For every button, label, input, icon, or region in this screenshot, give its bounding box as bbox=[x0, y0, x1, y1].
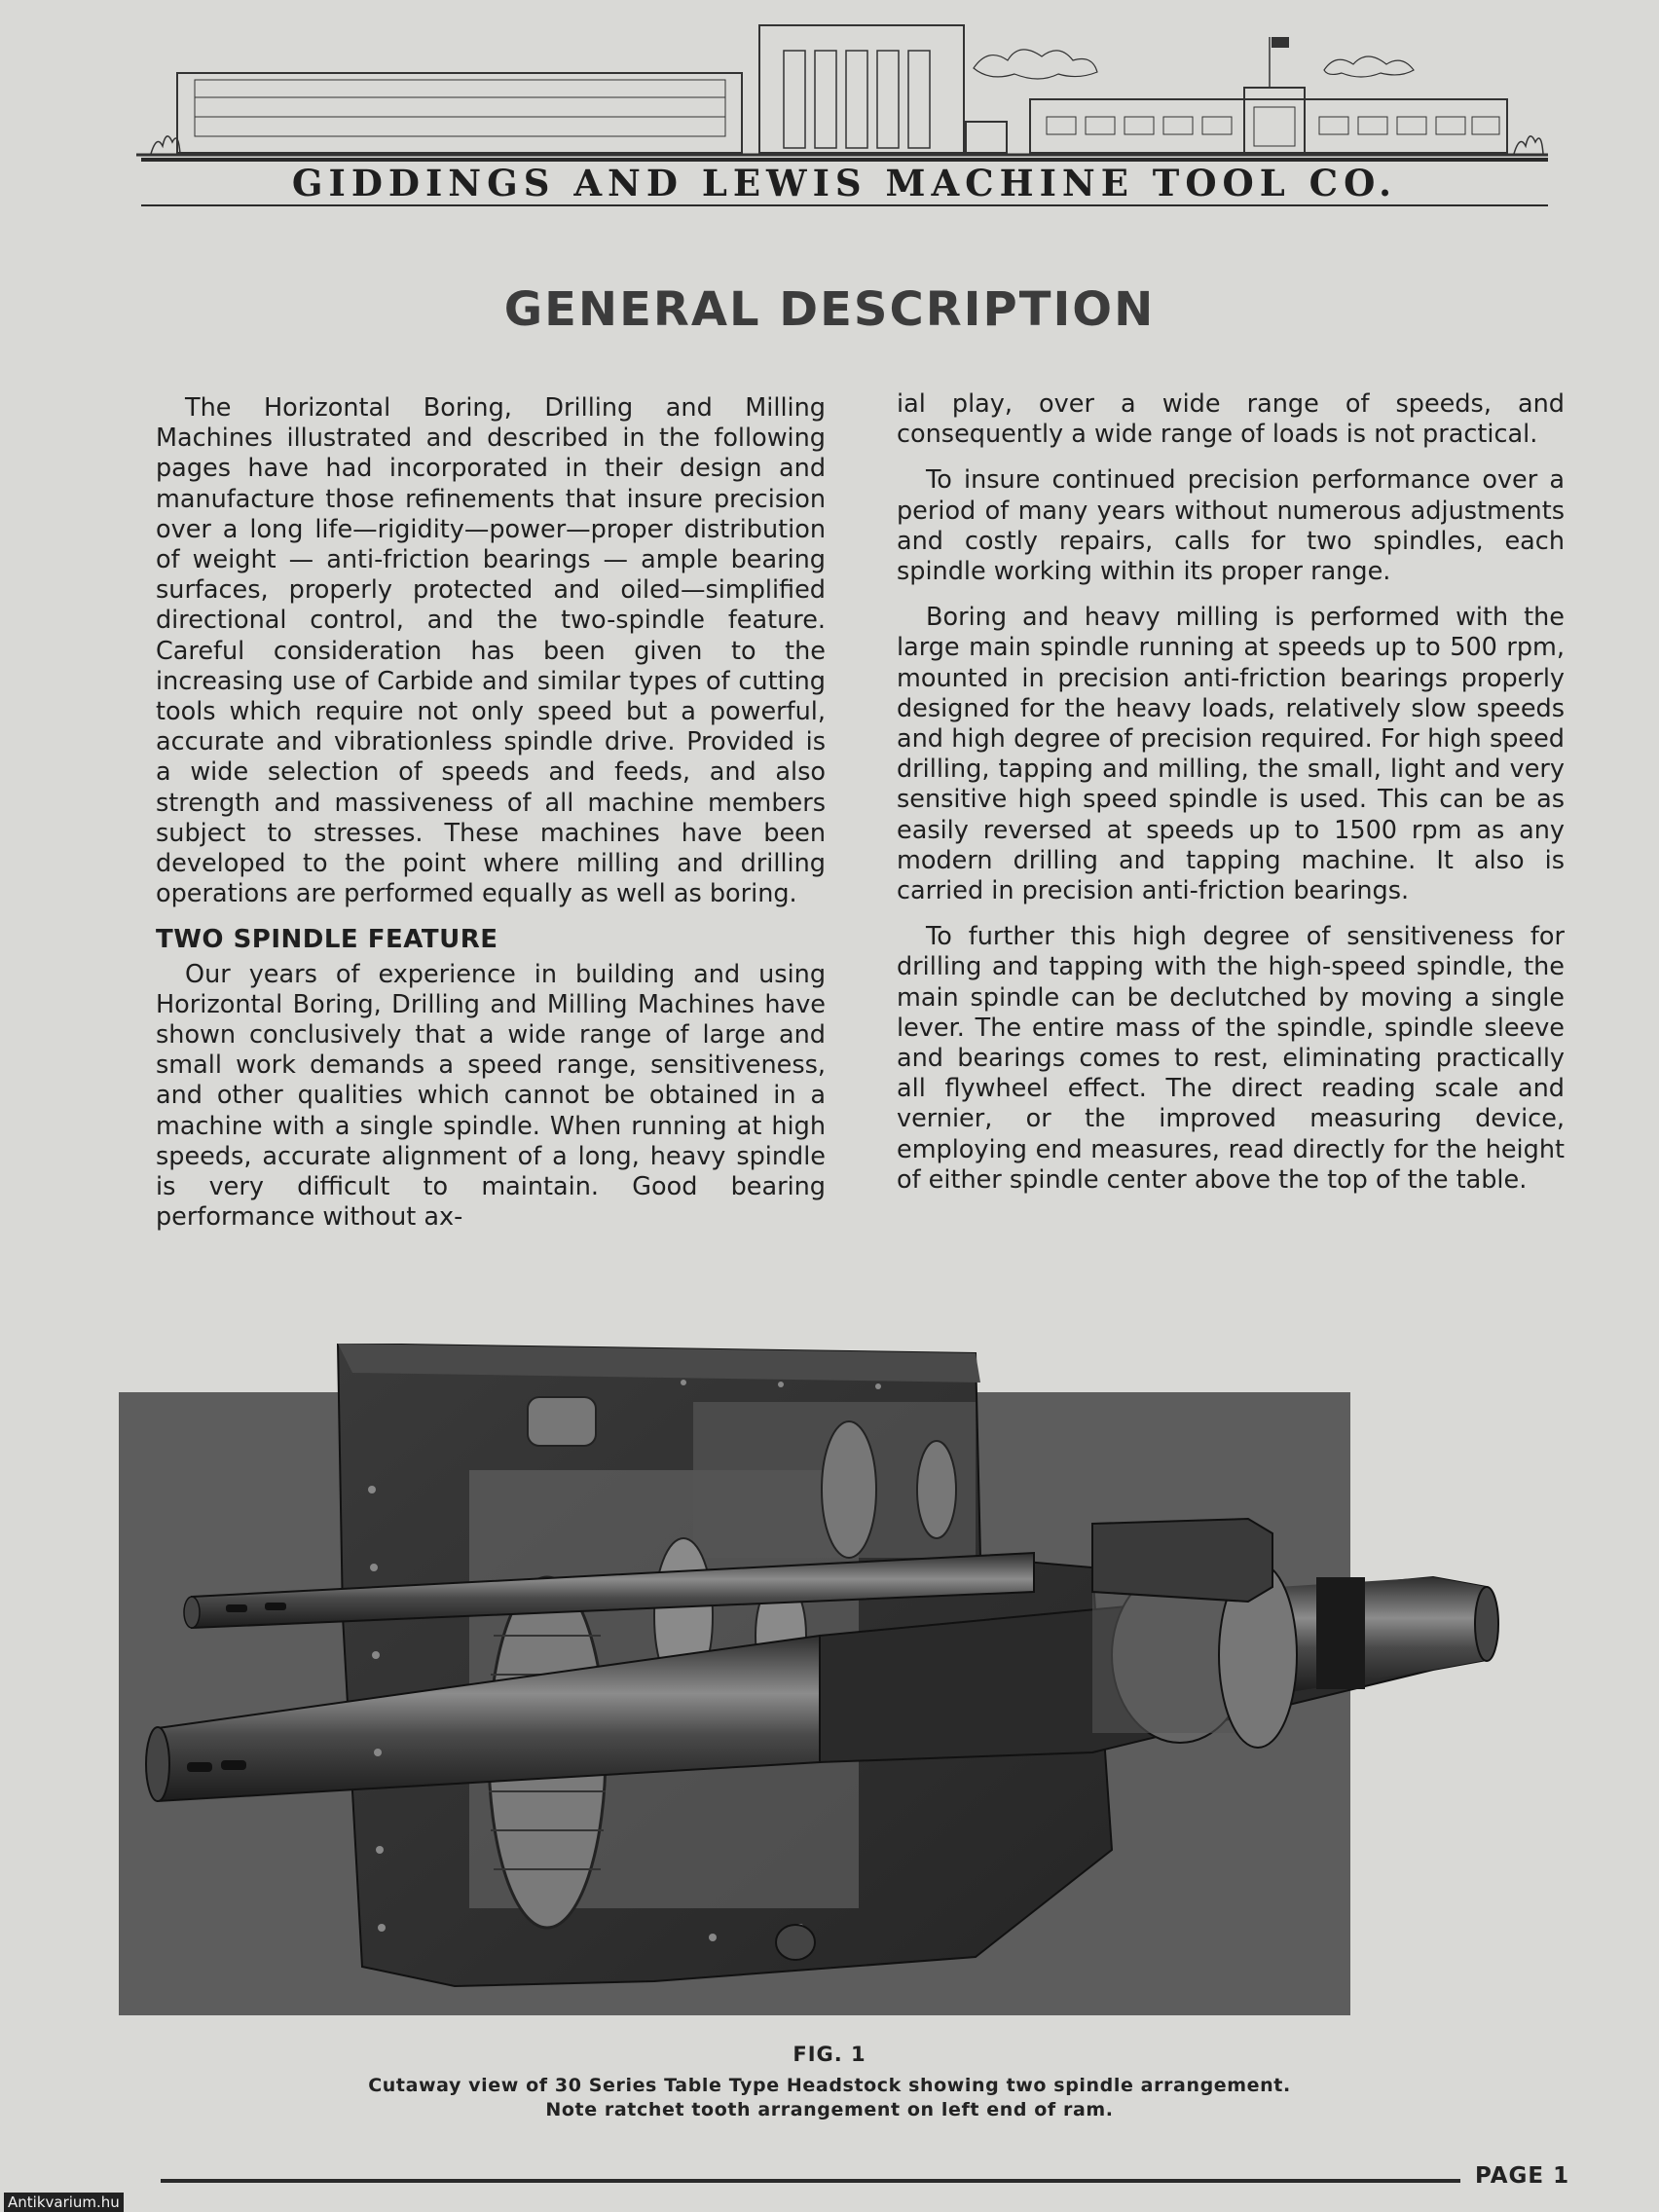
footer-rule bbox=[161, 2179, 1460, 2183]
figure-caption-line-1: Cutaway view of 30 Series Table Type Headstock showing two spindle arrangement. bbox=[368, 2075, 1291, 2096]
header-rule-bottom bbox=[141, 204, 1548, 206]
paragraph-two-spindle: Our years of experience in building and using Horizontal Boring, Drilling and Milling Machines have shown conclusively that a wide range of large and small work demands a speed range, sensitiveness, and other qualities which cannot be obtained in a machine with a single spindle. When running at high speeds, accurate alignment of a long, heavy spindle is very difficult to maintain. Good bearing performance without ax- bbox=[156, 959, 826, 1233]
figure-label: FIG. 1 bbox=[793, 2043, 866, 2066]
paragraph-sensitiveness: To further this high degree of sensitiveness for drilling and tapping with the high-speed spindle, the main spindle can be declutched by moving a single lever. The entire mass of the spindle, spindle sleeve and bearings comes to rest, eliminating practically all flywheel effect. The direct reading scale and vernier, or the improved measuring device, employing end measures, read directly for the height of either spindle center above the top of the table. bbox=[897, 922, 1565, 1195]
paragraph-intro: The Horizontal Boring, Drilling and Milling Machines illustrated and described in the following pages have had incorporated in their design and manufacture those refinements that insure precision over a long life—rigidity—power—proper distribution of weight — anti-friction bearings — ample bearing surfaces, properly protected and oiled—simplified directional control, and the two-spindle feature. Careful consideration has been given to the increasing use of Carbide and similar types of cutting tools which require not only speed but a powerful, accurate and vibrationless spindle drive. Provided is a wide selection of speeds and feeds, and also strength and massiveness of all machine members subject to stresses. These machines have been developed to the point where milling and drilling operations are performed equally as well as boring. bbox=[156, 393, 826, 909]
center-tower bbox=[759, 25, 964, 153]
paragraph-precision: To insure continued precision performance over a period of many years without numerous adjustments and costly repairs, calls for two spindles, each spindle working within its proper range. bbox=[897, 465, 1565, 587]
paragraph-continued: ial play, over a wide range of speeds, and consequently a wide range of loads is not practical. bbox=[897, 389, 1565, 450]
left-building-wing bbox=[177, 73, 742, 153]
factory-building-illustration bbox=[136, 19, 1548, 166]
figure-caption-line-2: Note ratchet tooth arrangement on left end of ram. bbox=[545, 2099, 1114, 2120]
subheading-two-spindle: TWO SPINDLE FEATURE bbox=[156, 925, 498, 955]
paragraph-boring-milling: Boring and heavy milling is performed with the large main spindle running at speeds up to 500 rpm, mounted in precision anti-friction bearings properly designed for the heavy loads, relatively slow speeds and high degree of precision required. For high speed drilling, tapping and milling, the small, light and very sensitive high speed spindle is used. This can be as easily reversed at speeds up to 1500 rpm as any modern drilling and tapping machine. It also is carried in precision anti-friction bearings. bbox=[897, 603, 1565, 906]
flag-icon bbox=[1272, 37, 1289, 48]
company-name: GIDDINGS AND LEWIS MACHINE TOOL CO. bbox=[291, 162, 1398, 204]
figure-caption bbox=[0, 2074, 1659, 2122]
page-number: PAGE 1 bbox=[1475, 2163, 1570, 2189]
watermark: Antikvarium.hu bbox=[4, 2193, 124, 2212]
right-column bbox=[897, 389, 1565, 1211]
left-column bbox=[156, 393, 826, 1233]
headstock-cutaway-photo bbox=[119, 1344, 1599, 2025]
page-title: GENERAL DESCRIPTION bbox=[503, 282, 1156, 337]
